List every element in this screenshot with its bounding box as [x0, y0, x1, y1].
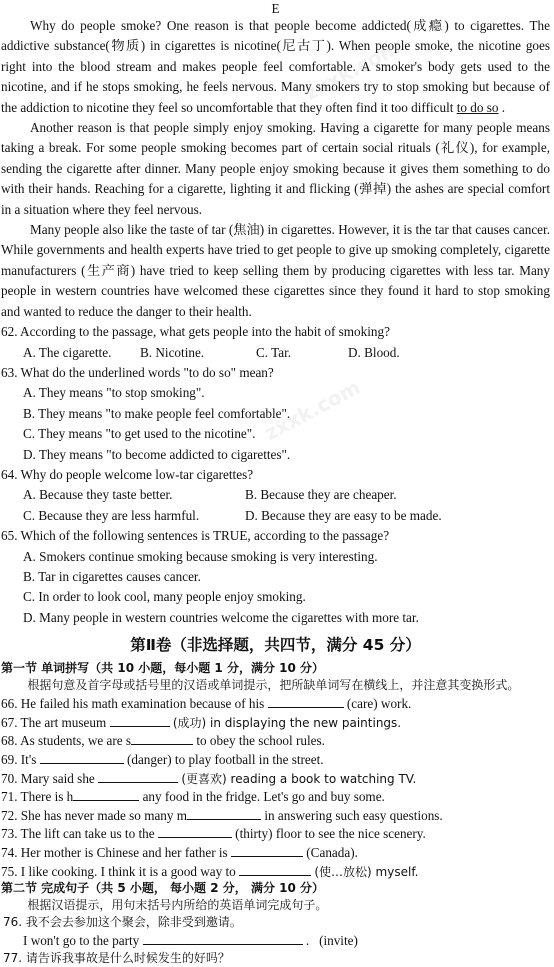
option-c[interactable]: C. In order to look cool, many people enjoy smoking.	[23, 589, 306, 605]
part-2-title: 第Ⅱ卷（非选择题，共四节，满分 45 分）	[130, 636, 421, 655]
option-d[interactable]: D. They means "to become addicted to cigarettes".	[23, 446, 291, 462]
option-c[interactable]: C. Because they are less harmful.	[23, 507, 200, 523]
question-stem: 62. According to the passage, what gets people into the habit of smoking?	[1, 324, 390, 340]
passage-paragraph-1: Why do people smoke? One reason is that people become addicted(成瘾) to cigarettes. The addictive substance(物质) in cigarettes is nicotine(尼古丁). When people smoke, the nicotine goes right into the blood stream and makes people feel comfortable. A smoker's body gets used to the nicotine, and if he stops smoking, he feels nervous. Many smokers try to stop smoking but because of the addiction to nicotine they feel so uncomfortable that they often find it too difficult to do so .	[1, 18, 550, 115]
option-a[interactable]: A. The cigarette.	[23, 344, 112, 360]
option-c[interactable]: C. They means "to get used to the nicotine".	[23, 426, 256, 442]
passage-paragraph-3: Many people also like the taste of tar (焦油) in cigarettes. However, it is the tar that causes cancer. While governments and health experts have tried to get people to give up smoking completely, cigarette manufacturers (生产商) have tried to keep selling them by producing cigarettes with less tar. Many people in western countries have welcomed these cigarettes since they found it hard to stop smoking and wanted to reduce the danger to their health.	[1, 222, 550, 319]
options-row	[1, 485, 550, 505]
options-row	[1, 506, 550, 526]
section-1-instructions: 根据句意及首字母或括号里的汉语或单词提示，把所缺单词写在横线上，并注意其变换形式。	[27, 678, 520, 693]
option-b[interactable]: B. Because they are cheaper.	[245, 487, 397, 503]
question-stem: 64. Why do people welcome low-tar cigarettes?	[1, 466, 254, 482]
question-63	[1, 363, 550, 465]
question-77-chinese: 77. 请告诉我事故是什么时候发生的好吗？	[3, 950, 230, 965]
fill-item-73: 73. The lift can take us to the (thirty) floor to see the nice scenery.	[1, 826, 426, 842]
section-2-title: 第二节 完成句子（共 5 小题， 每小题 2 分， 满分 10 分）	[1, 881, 324, 896]
option-d[interactable]: D. Many people in western countries welcome the cigarettes with more tar.	[23, 609, 419, 625]
answer-blank[interactable]	[268, 694, 344, 708]
option-a[interactable]: A. They means "to stop smoking".	[23, 385, 205, 401]
answer-blank[interactable]	[131, 731, 193, 745]
option-d[interactable]: D. Because they are easy to be made.	[245, 507, 442, 523]
watermark: zxxk.com	[300, 34, 405, 106]
question-76-chinese: 76. 我不会去参加这个聚会，除非受到邀请。	[3, 915, 242, 930]
question-stem: 63. What do the underlined words "to do so" mean?	[1, 364, 274, 380]
question-62	[1, 322, 550, 363]
fill-item-72: 72. She has never made so many m in answering such easy questions.	[1, 807, 443, 823]
fill-item-66: 66. He failed his math examination because of his (care) work.	[1, 696, 412, 712]
option-a[interactable]: A. Because they taste better.	[23, 487, 173, 503]
fill-item-67: 67. The art museum (成功) in displaying the new paintings.	[1, 714, 402, 730]
question-stem: 65. Which of the following sentences is TRUE, according to the passage?	[1, 528, 390, 544]
watermark: zxxk.com	[260, 374, 365, 446]
answer-blank[interactable]	[187, 806, 261, 820]
option-b[interactable]: B. They means "to make people feel comfortable".	[23, 405, 291, 421]
fill-item-69: 69. It's (danger) to play football in the street.	[1, 751, 324, 767]
section-letter: E	[271, 1, 280, 16]
underlined-phrase: to do so	[456, 99, 499, 115]
option-b[interactable]: B. Nicotine.	[140, 344, 205, 360]
section-2-instructions: 根据汉语提示，用句末括号内所给的英语单词完成句子。	[27, 898, 328, 913]
question-76-english: I won't go to the party . (invite)	[23, 933, 358, 949]
option-b[interactable]: B. Tar in cigarettes causes cancer.	[23, 568, 201, 584]
fill-item-70: 70. Mary said she (更喜欢) reading a book to watching TV.	[1, 770, 417, 786]
question-64	[1, 465, 550, 526]
answer-blank[interactable]	[110, 713, 170, 727]
option-c[interactable]: C. Tar.	[256, 344, 292, 360]
answer-blank[interactable]	[231, 843, 303, 857]
fill-item-71: 71. There is h any food in the fridge. Let's go and buy some.	[1, 789, 385, 805]
answer-blank[interactable]	[73, 787, 139, 801]
question-65	[1, 526, 550, 628]
answer-blank[interactable]	[143, 931, 303, 945]
answer-blank[interactable]	[158, 824, 232, 838]
fill-item-75: 75. I like cooking. I think it is a good way to (使…放松) myself.	[1, 863, 419, 879]
answer-blank[interactable]	[98, 769, 178, 783]
fill-item-74: 74. Her mother is Chinese and her father is (Canada).	[1, 844, 358, 860]
options-row	[1, 343, 550, 363]
answer-blank[interactable]	[40, 750, 124, 764]
option-d[interactable]: D. Blood.	[348, 344, 400, 360]
answer-blank[interactable]	[239, 862, 311, 876]
section-1-title: 第一节 单词拼写（共 10 小题，每小题 1 分，满分 10 分）	[1, 661, 324, 676]
fill-item-68: 68. As students, we are s to obey the school rules.	[1, 733, 325, 749]
passage-paragraph-2: Another reason is that people simply enjoy smoking. Having a cigarette for many people means taking a break. For some people smoking becomes part of certain social rituals (礼仪), for example, sending the cigarette after dinner. Many people enjoy smoking because it gives them something to do with their hands. Reaching for a cigarette, lighting it and flicking (弹掉) the ashes are special comfort in a situation where they feel nervous.	[1, 120, 550, 217]
option-a[interactable]: A. Smokers continue smoking because smoking is very interesting.	[23, 548, 378, 564]
